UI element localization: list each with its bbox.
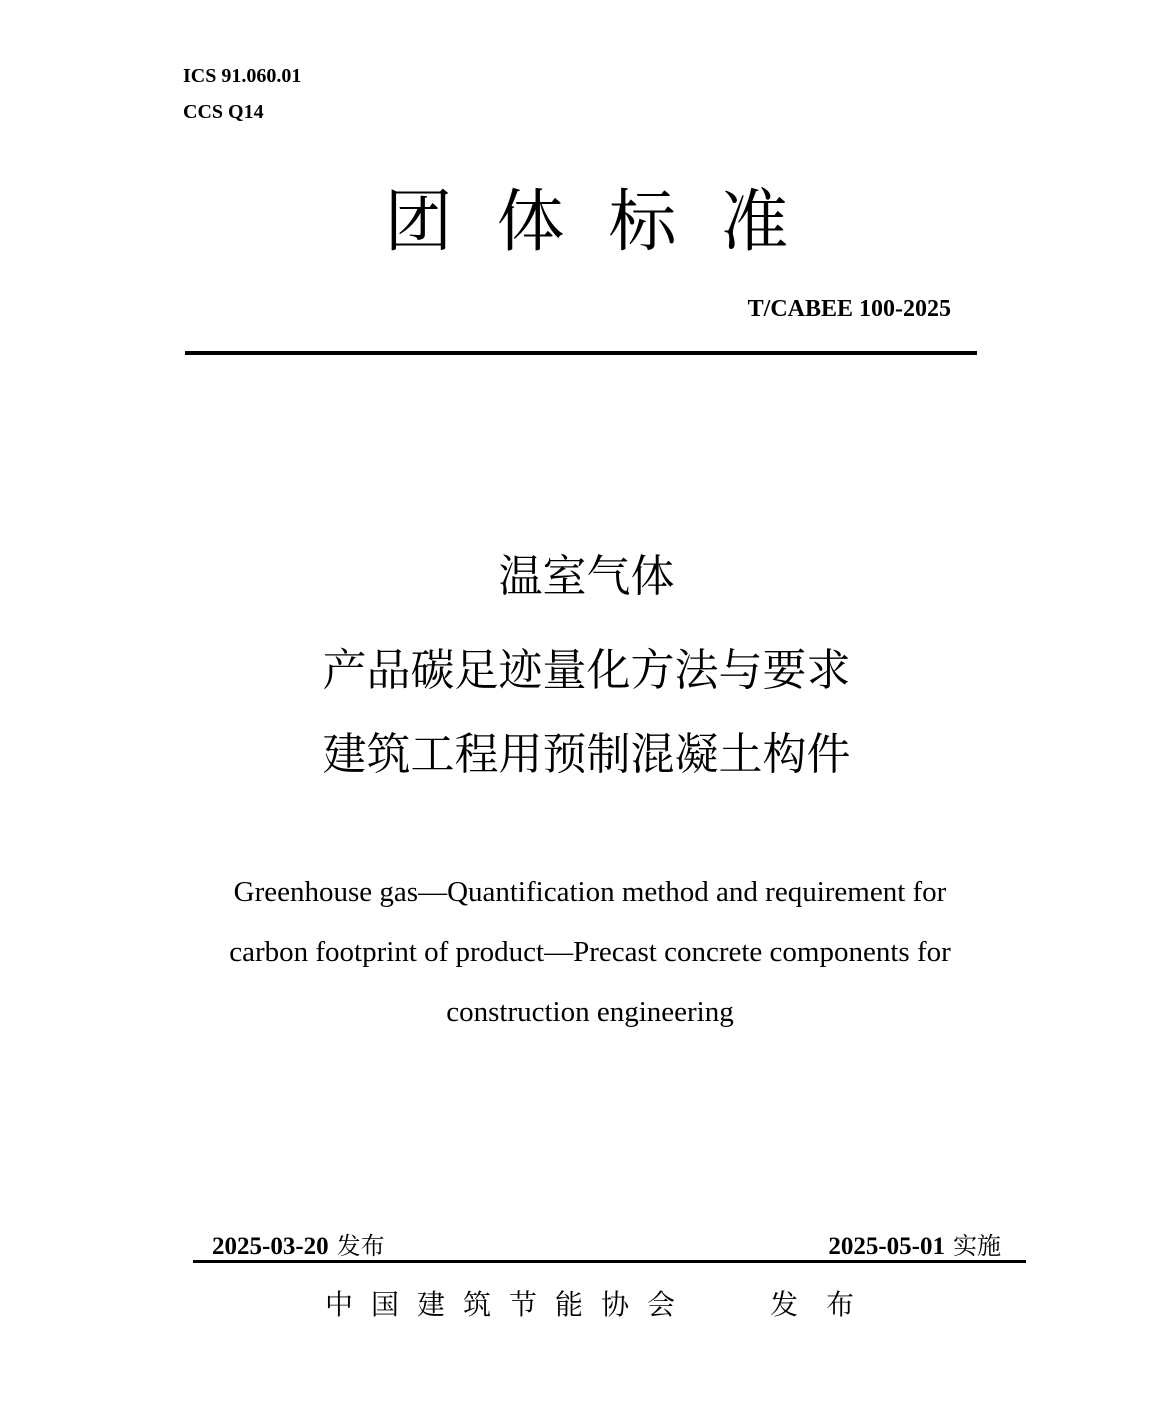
english-title-line-1: Greenhouse gas—Quantification method and requirement for (233, 876, 947, 908)
english-title (180, 862, 1000, 1042)
issue-date (212, 1226, 385, 1261)
standard-number: T/CABEE 100-2025 (747, 296, 951, 322)
issue-label: 发布 (336, 1232, 385, 1260)
english-title-line-3: construction engineering (446, 996, 734, 1028)
effective-label: 实施 (953, 1232, 1001, 1260)
chinese-title-line-2: 产品碳足迹量化方法与要求 (322, 645, 851, 696)
chinese-title-line-3: 建筑工程用预制混凝土构件 (322, 729, 851, 780)
publisher-name: 中国建筑节能协会 (325, 1288, 694, 1321)
publish-label: 发布 (770, 1288, 883, 1321)
chinese-title-line-1: 温室气体 (498, 551, 675, 602)
effective-date (828, 1226, 1001, 1261)
title-char: 体 (496, 183, 565, 262)
effective-date-value: 2025-05-01 (828, 1233, 945, 1260)
title-char: 团 (384, 183, 453, 262)
title-char: 标 (608, 183, 677, 262)
divider-top (185, 351, 977, 355)
english-title-line-2: carbon footprint of product—Precast concrete components for (229, 936, 951, 968)
classification-codes (183, 58, 301, 130)
ccs-code: CCS Q14 (183, 101, 264, 123)
divider-bottom (193, 1260, 1026, 1263)
standard-type-title (0, 168, 1173, 265)
ics-code: ICS 91.060.01 (183, 65, 302, 87)
title-char: 准 (720, 183, 789, 262)
issue-date-value: 2025-03-20 (212, 1233, 329, 1260)
